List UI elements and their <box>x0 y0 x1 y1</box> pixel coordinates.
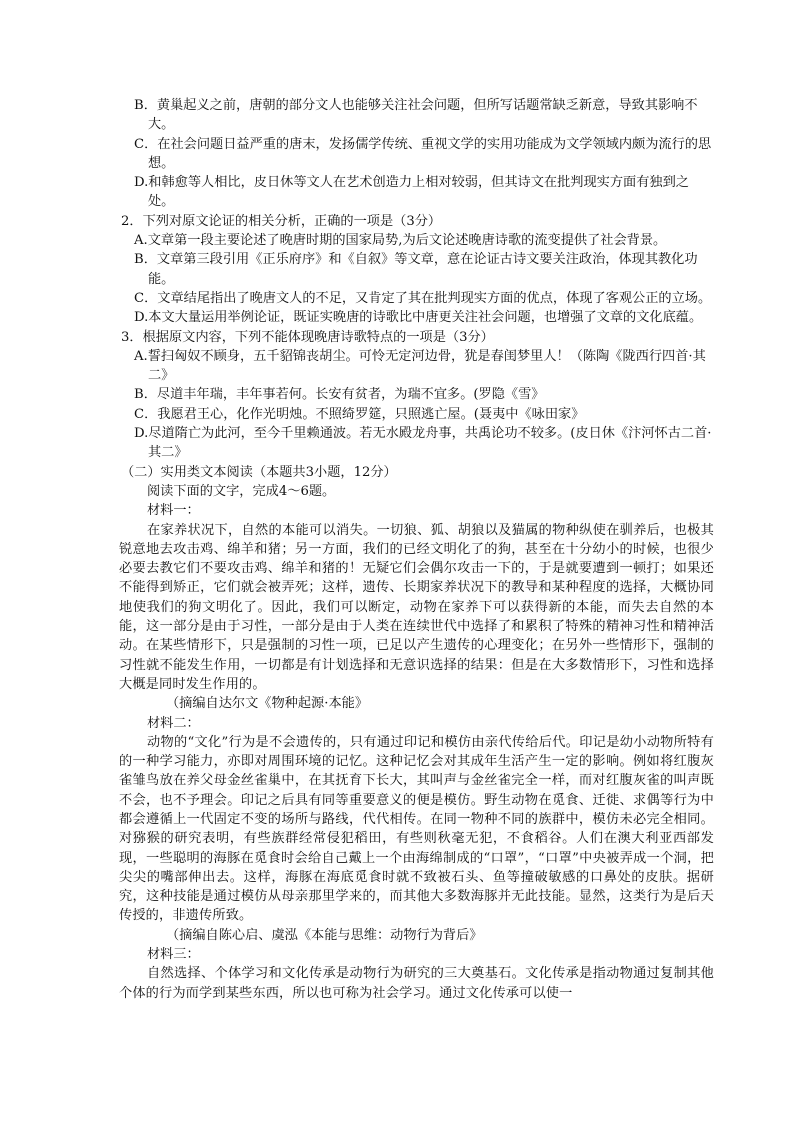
q3-option-b: B．尽道丰年瑞，丰年事若何。长安有贫者，为瑞不宜多。(罗隐《雪》 <box>134 387 545 403</box>
question-3 <box>0 328 794 463</box>
q2-option-c: C．文章结尾指出了晚唐文人的不足，又肯定了其在批判现实方面的优点，体现了客观公正的立场。 <box>134 290 712 306</box>
material-2-body: 动物的“文化”行为是不会遗传的，只有通过印记和模仿由亲代传给后代。印记是幼小动物所特有的一种学习能力，亦即对周围环境的记忆。这种记忆会对其成年生活产生一定的影响。例如将红腹灰雀雏鸟放在养父母金丝雀巢中，在其抚育下长大，其叫声与金丝雀完全一样，而对红腹灰雀的叫声既不会，也不予理会。印记之后具有同等重要意义的便是模仿。野生动物在觅食、迁徙、求偶等行为中都会遵循上一代固定不变的场所与路线，代代相传。在同一物种不同的族群中，模仿未必完全相同。对猕猴的研究表明，有些族群经常侵犯稻田，有些则秋毫无犯，不食稻谷。人们在澳大利亚西部发现，一些聪明的海豚在觅食时会给自己戴上一个由海绵制成的“口罩”，“口罩”中央被弄成一个洞，把尖尖的嘴部伸出去。这样，海豚在海底觅食时就不致被石头、鱼等撞破敏感的口鼻处的皮肤。据研究，这种技能是通过模仿从母亲那里学来的，而其他大多数海豚并无此技能。显然，这类行为是后天传授的，非遗传所致。 <box>119 734 714 924</box>
material-3-body: 自然选择、个体学习和文化传承是动物行为研究的三大奠基石。文化传承是指动物通过复制其他个体的行为而学到某些东西，所以也可称为社会学习。通过文化传承可以使一 <box>119 966 714 1001</box>
material-1-label: 材料一： <box>147 503 200 519</box>
q3-option-c: C．我愿君王心，化作光明烛。不照绮罗筵，只照逃亡屋。(聂夷中《咏田家》 <box>134 406 585 422</box>
question-1-options <box>0 96 794 212</box>
material-1 <box>0 501 794 713</box>
q3-stem: 3．根据原文内容，下列不能体现晚唐诗歌特点的一项是（3分） <box>121 329 494 345</box>
q3-option-d: D.尽道隋亡为此河，至今千里赖通波。若无水殿龙舟事，共禹论功不较多。(皮日休《汴河怀古二首·其二》 <box>134 426 712 461</box>
material-1-body: 在家养状况下，自然的本能可以消失。一切狼、狐、胡狼以及猫属的物种纵使在驯养后，也极其锐意地去攻击鸡、绵羊和猪；另一方面，我们的已经文明化了的狗，甚至在十分幼小的时候，也很少必要去教它们不要攻击鸡、绵羊和猪的！无疑它们会偶尔攻击一下的，于是就要遭到一顿打；如果还不能得到矫正，它们就会被弄死；这样，遗传、长期家养状况下的教导和某种程度的选择，大概协同地使我们的狗文明化了。因此，我们可以断定，动物在家养下可以获得新的本能，而失去自然的本能，这一部分是由于习性，一部分是由于人类在连续世代中选择了和累积了特殊的精神习性和精神活动。在某些情形下，只是强制的习性一项，已足以产生遗传的心理变化；在另外一些情形下，强制的习性就不能发生作用，一切都是有计划选择和无意识选择的结果：但是在大多数情形下，习性和选择大概是同时发生作用的。 <box>119 522 714 692</box>
q2-option-a: A.文章第一段主要论述了晚唐时期的国家局势,为后文论述晚唐诗歌的流变提供了社会背景。 <box>134 233 667 249</box>
q2-stem: 2．下列对原文论证的相关分析，正确的一项是（3分） <box>121 213 442 229</box>
q3-option-a: A.誓扫匈奴不顾身，五千貂锦丧胡尘。可怜无定河边骨，犹是春闺梦里人！（陈陶《陇西行四首·其二》 <box>134 348 706 384</box>
material-3-label: 材料三： <box>147 947 200 963</box>
q2-option-d: D.本文大量运用举例论证，既证实晚唐的诗歌比中唐更关注社会问题，也增强了文章的文化底蕴。 <box>134 310 703 326</box>
question-2 <box>0 212 794 328</box>
material-2-source: （摘编自陈心启、虞泓《本能与思维：动物行为背后》 <box>166 927 483 943</box>
q1-option-c: C．在社会问题日益严重的唐末，发扬儒学传统、重视文学的实用功能成为文学领域内颇为流行的思想。 <box>134 136 712 171</box>
material-3 <box>0 945 794 1003</box>
q1-option-d: D.和韩愈等人相比，皮日休等文人在艺术创造力上相对较弱，但其诗文在批判现实方面有独到之处。 <box>134 175 689 210</box>
material-2-label: 材料二： <box>147 715 200 731</box>
section-instructions: 阅读下面的文字，完成4～6题。 <box>147 483 336 499</box>
q2-option-b: B．文章第三段引用《正乐府序》和《自叙》等文章，意在论证古诗文要关注政治，体现其教化功能。 <box>134 252 698 287</box>
section-heading: （二）实用类文本阅读（本题共3小题，12分） <box>121 464 397 480</box>
q1-option-b: B．黄巢起义之前，唐朝的部分文人也能够关注社会问题，但所写话题常缺乏新意，导致其影响不大。 <box>134 98 698 133</box>
material-2 <box>0 714 794 946</box>
material-1-source: （摘编自达尔文《物种起源·本能》 <box>166 696 369 712</box>
